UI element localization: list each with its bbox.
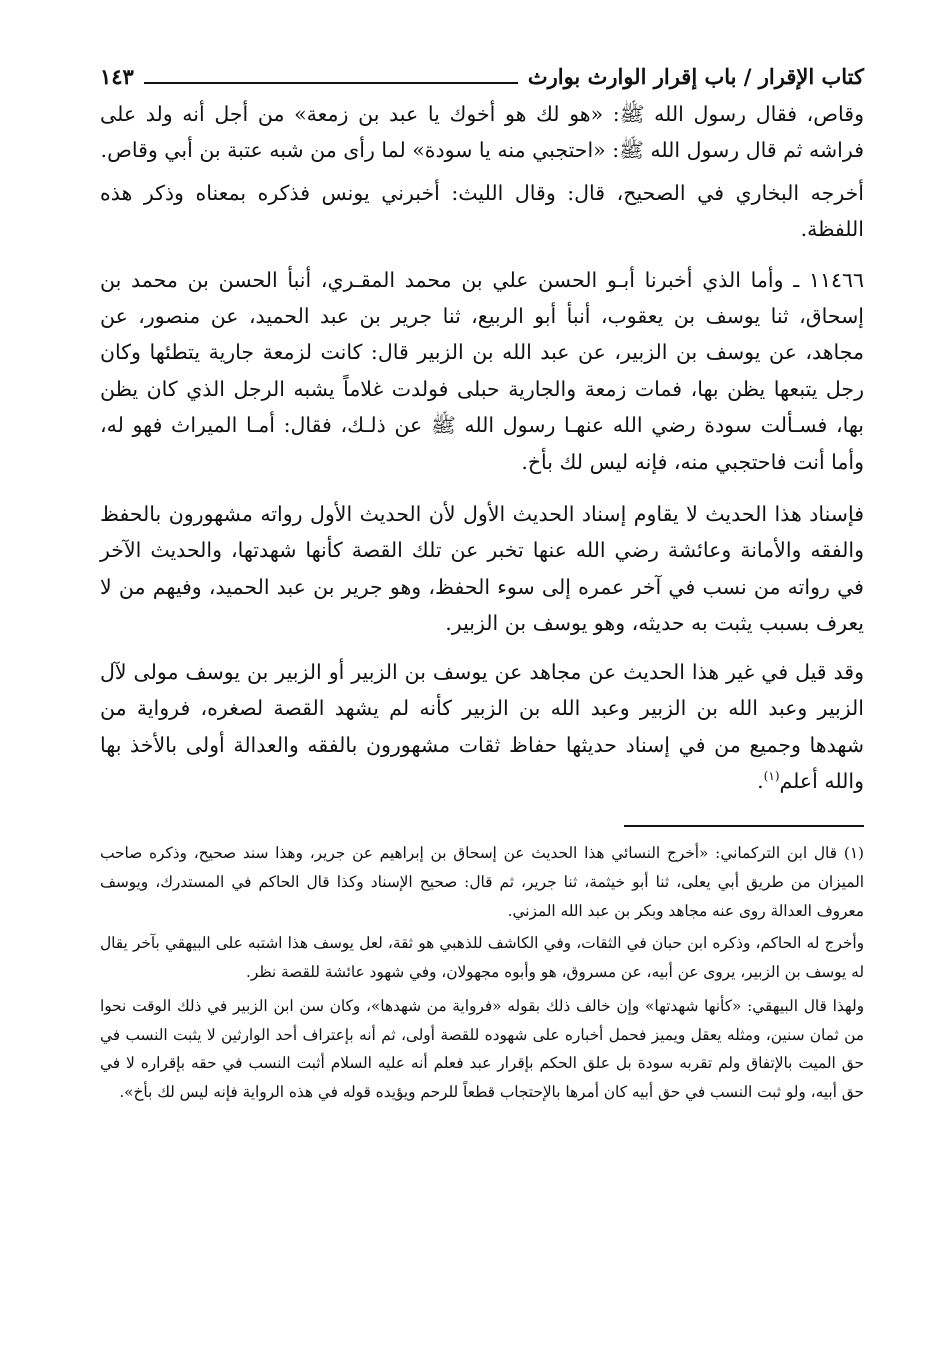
footnote-1-continued: وأخرج له الحاكم، وذكره ابن حبان في الثقات، وفي الكاشف للذهبي هو ثقة، لعل يوسف هذا اشتبه على البيهقي بآخر يقال له يوسف بن الزبير، يروى عن أبيه، عن مسروق، هو وأبوه مجهولان، وفي شهود عائشة للقصة نظر.: [100, 934, 864, 981]
paragraph-5: [100, 654, 864, 800]
header-rule: [144, 82, 518, 84]
paragraph-5-text: وقد قيل في غير هذا الحديث عن مجاهد عن يوسف بن الزبير أو الزبير بن يوسف مولى لآل الزبير وعبد الله بن الزبير وعبد الله بن الزبير كأنه لم يشهد القصة لصغره، فرواية من شهدها وجميع من في إسناد حديثها حفاظ ثقات مشهورون بالفقه والعدالة أولى بالأخذ بها والله أعلم: [100, 659, 864, 793]
document-page: [100, 56, 864, 1111]
footnote-separator: [624, 825, 864, 827]
footnote-1: (١) قال ابن التركماني: «أخرج النسائي هذا الحديث عن إسحاق بن إبراهيم عن جرير، وهذا سند صحيح، وذكره صاحب الميزان من طريق أبي يعلى، ثنا أبو خيثمة، ثنا جرير، ثم قال: صحيح الإسناد وكذا قال الحاكم في المستدرك، ويوسف معروف العدالة روى عنه مجاهد وبكر بن عبد الله المزني.: [100, 844, 864, 920]
footnote-reference[interactable]: (١): [763, 769, 780, 784]
paragraph-2: أخرجه البخاري في الصحيح، قال: وقال الليث: أخبرني يونس فذكره بمعناه وذكر هذه اللفظة.: [100, 180, 864, 242]
footnote-1-continued-2: ولهذا قال البيهقي: «كأنها شهدتها» وإن خالف ذلك بقوله «فرواية من شهدها»، وكان سن ابن الزبير في ذلك الوقت نحوا من ثمان سنين، ومثله يعقل ويميز فحمل أخباره على شهوده للقصة أولى، ثم أنه بإعتراف أحد الوارثين لا يثبت النسب في حق الميت بالإتفاق ولم تقربه سودة بل علق الحكم بإقرار عبد فعلم أنه عليه السلام أثبت النسب في حقه بإقراره لا في حق أبيه، ولو ثبت النسب في حق أبيه كان أمرها بالإحتجاب قطعاً للرحم ويؤيده قوله في هذه الرواية فإنه ليس لك بأخ».: [100, 997, 864, 1102]
paragraph-hadith-11466: ١١٤٦٦ ـ وأما الذي أخبرنا أبـو الحسن علي بن محمد المقـري، أنبأ الحسن بن محمد بن إسحاق، ثنا يوسف بن يعقوب، أنبأ أبو الربيع، ثنا جرير بن عبد الحميد، عن منصور، عن مجاهد، عن يوسف بن الزبير، عن عبد الله بن الزبير قال: كانت لزمعة جارية يتطئها وكان رجل يتبعها يظن بها، فمات زمعة والجارية حبلى فولدت غلاماً يشبه الرجل الذي كان يظن بها، فسـألت سودة رضي الله عنهـا رسول الله ﷺ عن ذلـك، فقال: أمـا الميراث فهو له، وأما أنت فاحتجبي منه، فإنه ليس لك بأخ.: [100, 267, 864, 474]
main-text: [100, 96, 864, 799]
header-title: كتاب الإقرار / باب إقرار الوارث بوارث: [527, 64, 864, 89]
running-header: [100, 56, 864, 92]
page-number: ١٤٣: [100, 64, 134, 89]
paragraph-5-end: .: [757, 768, 764, 793]
paragraph-4: فإسناد هذا الحديث لا يقاوم إسناد الحديث الأول لأن الحديث الأول رواته مشهورون بالحفظ والفقه والأمانة وعائشة رضي الله عنها تخبر عن تلك القصة كأنها شهدتها، والحديث الآخر في رواته من نسب في آخر عمره إلى سوء الحفظ، وهو جرير بن عبد الحميد، وفيهم من لا يعرف بسبب يثبت به حديثه، وهو يوسف بن الزبير.: [100, 502, 864, 636]
footnotes: [100, 839, 864, 1106]
paragraph-1: وقاص، فقال رسول الله ﷺ: «هو لك هو أخوك يا عبد بن زمعة» من أجل أنه ولد على فراشه ثم قال رسول الله ﷺ: «احتجبي منه يا سودة» لما رأى من شبه عتبة بن أبي وقاص.: [100, 102, 864, 163]
